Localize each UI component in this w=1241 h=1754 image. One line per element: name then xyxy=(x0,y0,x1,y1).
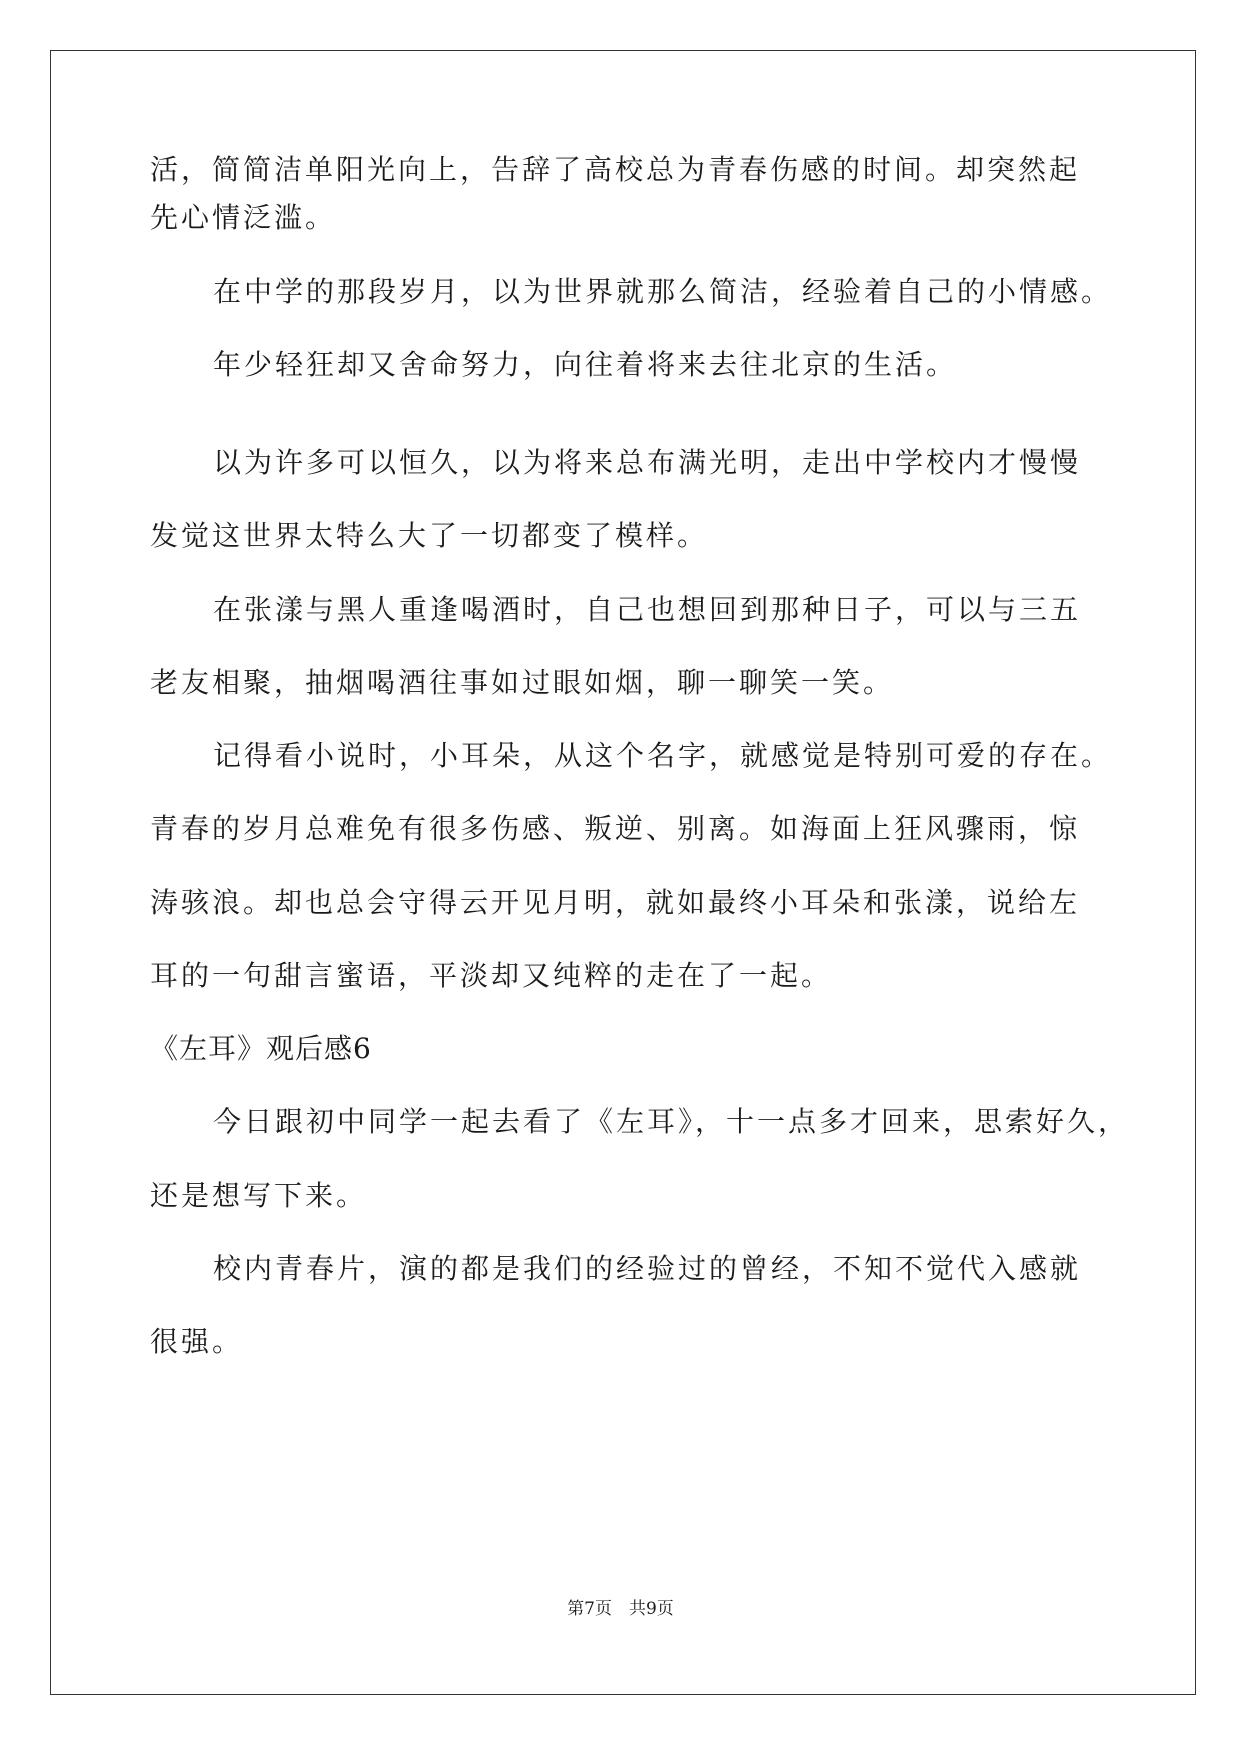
paragraph-line: 年少轻狂却又舍命努力，向往着将来去往北京的生活。 xyxy=(213,348,958,381)
paragraph-line: 发觉这世界太特么大了一切都变了模样。 xyxy=(150,519,709,552)
paragraph-line: 在中学的那段岁月，以为世界就那么简洁，经验着自己的小情感。 xyxy=(213,275,1113,308)
paragraph-line: 涛骇浪。却也总会守得云开见月明，就如最终小耳朵和张漾，说给左 xyxy=(150,886,1081,919)
paragraph-line: 耳的一句甜言蜜语，平淡却又纯粹的走在了一起。 xyxy=(150,959,833,992)
paragraph-line: 以为许多可以恒久，以为将来总布满光明，走出中学校内才慢慢 xyxy=(213,446,1082,479)
section-heading: 《左耳》观后感6 xyxy=(150,1032,372,1065)
page-number: 第7页 共9页 xyxy=(567,1599,674,1619)
paragraph-line: 记得看小说时，小耳朵，从这个名字，就感觉是特别可爱的存在。 xyxy=(213,739,1113,772)
paragraph-line: 还是想写下来。 xyxy=(150,1179,368,1212)
paragraph-line: 先心情泛滥。 xyxy=(150,201,337,234)
paragraph-line: 今日跟初中同学一起去看了《左耳》，十一点多才回来，思索好久， xyxy=(213,1105,1130,1138)
paragraph-line: 青春的岁月总难免有很多伤感、叛逆、别离。如海面上狂风骤雨，惊 xyxy=(150,812,1081,845)
paragraph-line: 很强。 xyxy=(150,1325,244,1358)
paragraph-line: 活，简简洁单阳光向上，告辞了高校总为青春伤感的时间。却突然起 xyxy=(150,153,1081,186)
paragraph-line: 老友相聚，抽烟喝酒往事如过眼如烟，聊一聊笑一笑。 xyxy=(150,666,895,699)
paragraph-line: 校内青春片，演的都是我们的经验过的曾经，不知不觉代入感就 xyxy=(213,1252,1082,1285)
paragraph-line: 在张漾与黑人重逢喝酒时，自己也想回到那种日子，可以与三五 xyxy=(213,593,1082,626)
